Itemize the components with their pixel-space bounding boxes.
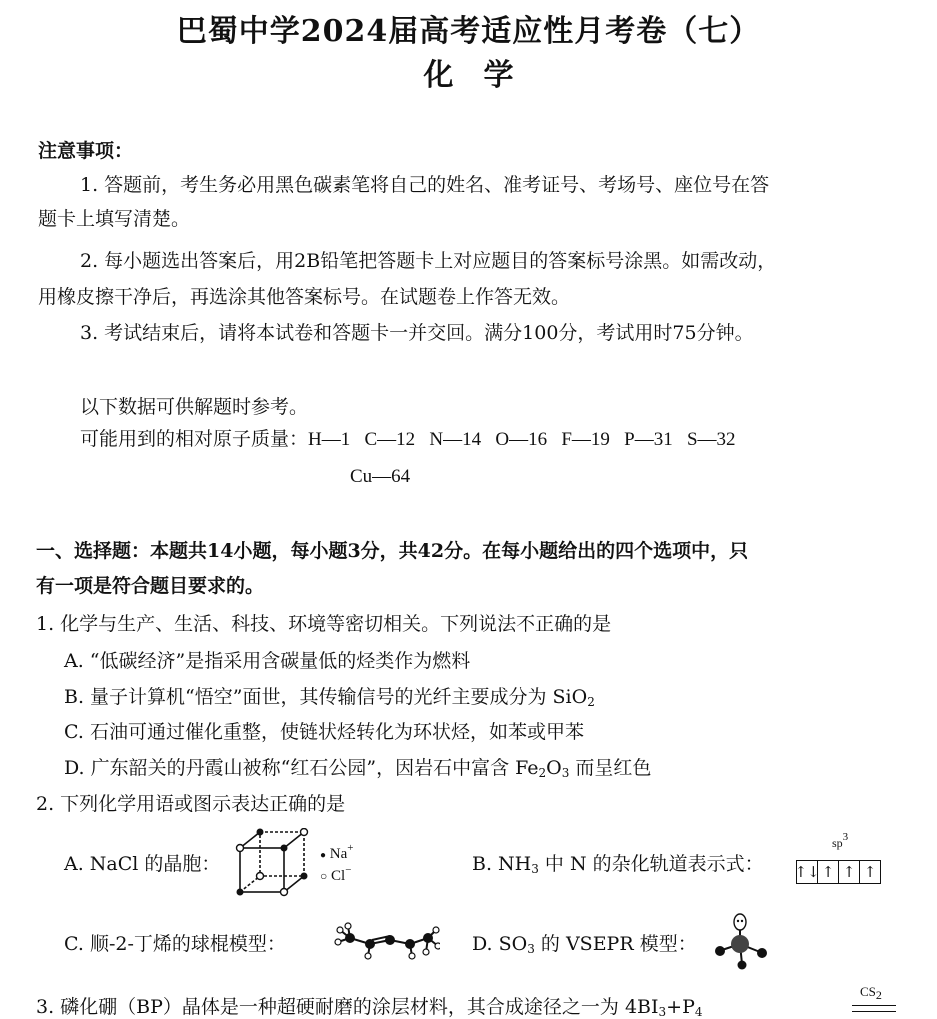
so3-vsepr-model: [712, 912, 772, 970]
q2-option-c-label: C. 顺-2-丁烯的球棍模型：: [64, 933, 286, 955]
atomic-masses-line-1: H—1 C—12 N—14 O—16 F—19 P—31 S—32: [308, 429, 736, 450]
sp3-orbital-boxes: [796, 860, 881, 884]
legend-cl: ○ Cl−: [320, 864, 352, 884]
q1-option-a: A. “低碳经济”是指采用含碳量低的烃类作为燃料: [64, 650, 471, 672]
q1-stem: 1. 化学与生产、生活、科技、环境等密切相关。下列说法不正确的是: [36, 613, 612, 635]
section-1-heading-line-1: 一、选择题：本题共14小题，每小题3分，共42分。在每小题给出的四个选项中，只: [36, 540, 749, 562]
orbital-box-2: ↑: [818, 861, 839, 883]
reference-intro: 以下数据可供解题时参考。: [80, 396, 309, 418]
q1-option-c: C. 石油可通过催化重整，使链状烃转化为环状烃，如苯或甲苯: [64, 721, 584, 743]
q3-stem: 3. 磷化硼（BP）晶体是一种超硬耐磨的涂层材料，其合成途径之一为 $4BI_3+P_4$: [36, 996, 703, 1019]
notice-item-2-line-1: 2. 每小题选出答案后，用2B铅笔把答题卡上对应题目的答案标号涂黑。如需改动，: [80, 250, 777, 272]
subject-title: 化学: [423, 58, 544, 93]
q2-stem: 2. 下列化学用语或图示表达正确的是: [36, 793, 346, 815]
q2-option-b-label: B. $NH_3$ 中 N 的杂化轨道表示式：: [472, 853, 764, 876]
notice-heading: 注意事项：: [38, 140, 134, 162]
nacl-legend: [320, 844, 354, 886]
q2-option-d-label: D. $SO_3$ 的 VSEPR 模型：: [472, 933, 697, 956]
q1-option-b: B. 量子计算机“悟空”面世，其传输信号的光纤主要成分为 SiO$_2$: [64, 686, 595, 709]
q3-reaction-condition: $CS_2$: [860, 984, 882, 1002]
notice-item-3: 3. 考试结束后，请将本试卷和答题卡一并交回。满分100分，考试用时75分钟。: [80, 322, 754, 344]
orbital-box-3: ↑: [839, 861, 860, 883]
legend-na: ● Na+: [320, 842, 354, 862]
section-1-heading-line-2: 有一项是符合题目要求的。: [36, 575, 265, 597]
q2-option-a-label: A. NaCl 的晶胞：: [64, 853, 221, 875]
atomic-masses: [80, 428, 736, 451]
notice-item-2-line-2: 用橡皮擦干净后，再选涂其他答案标号。在试题卷上作答无效。: [38, 286, 571, 308]
orbital-box-4: ↑: [863, 863, 877, 881]
sp3-label: $sp^3$: [832, 831, 849, 850]
nacl-unit-cell-diagram: [234, 828, 314, 898]
orbital-box-1: ↑↓: [794, 863, 820, 881]
notice-item-1-line-2: 题卡上填写清楚。: [38, 208, 191, 230]
exam-title: 巴蜀中学2024届高考适应性月考卷（七）: [176, 14, 761, 49]
q3-reaction-arrow: [852, 1005, 896, 1012]
notice-item-1-line-1: 1. 答题前，考生务必用黑色碳素笔将自己的姓名、准考证号、考场号、座位号在答: [80, 174, 770, 196]
cis-2-butene-ball-stick-model: [334, 920, 440, 962]
atomic-masses-label: 可能用到的相对原子质量：: [80, 428, 309, 450]
atomic-masses-line-2: Cu—64: [350, 466, 411, 487]
q1-option-d: D. 广东韶关的丹霞山被称“红石公园”，因岩石中富含 $Fe_2O_3$ 而呈红色: [64, 757, 652, 780]
